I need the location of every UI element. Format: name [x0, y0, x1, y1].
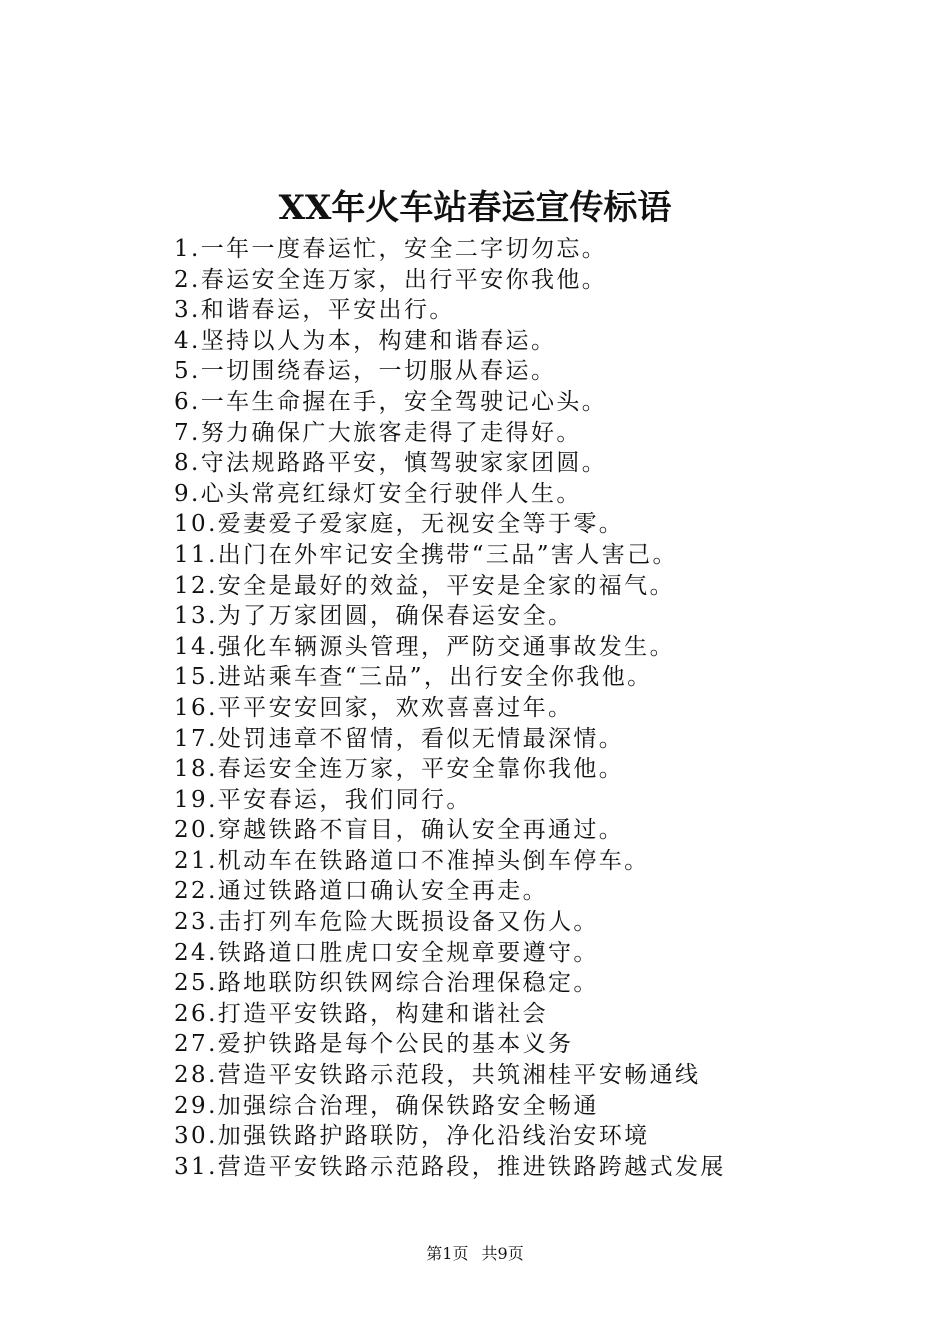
slogan-item: 23.击打列车危险大既损设备又伤人。	[174, 909, 599, 936]
slogan-item: 7.努力确保广大旅客走得了走得好。	[174, 419, 582, 446]
slogan-item: 29.加强综合治理，确保铁路安全畅通	[174, 1092, 599, 1119]
slogan-item: 16.平平安安回家，欢欢喜喜过年。	[174, 694, 574, 721]
slogan-item: 3.和谐春运，平安出行。	[174, 297, 455, 324]
slogan-item: 19.平安春运，我们同行。	[174, 786, 472, 813]
slogan-item: 14.强化车辆源头管理，严防交通事故发生。	[174, 633, 675, 660]
slogan-item: 25.路地联防织铁网综合治理保稳定。	[174, 970, 599, 997]
slogan-item: 6.一车生命握在手，安全驾驶记心头。	[174, 388, 608, 415]
page-footer	[0, 1243, 950, 1265]
slogan-item: 17.处罚违章不留情，看似无情最深情。	[174, 725, 625, 752]
page-number: 第1页	[426, 1244, 469, 1263]
slogan-item: 9.心头常亮红绿灯安全行驶伴人生。	[174, 480, 582, 507]
slogan-item: 13.为了万家团圆，确保春运安全。	[174, 603, 574, 630]
slogan-item: 18.春运安全连万家，平安全靠你我他。	[174, 756, 625, 783]
slogan-item: 26.打造平安铁路，构建和谐社会	[174, 1000, 548, 1027]
slogan-item: 12.安全是最好的效益，平安是全家的福气。	[174, 572, 675, 599]
slogan-item: 5.一切围绕春运，一切服从春运。	[174, 358, 557, 385]
slogan-item: 21.机动车在铁路道口不准掉头倒车停车。	[174, 847, 650, 874]
slogan-item: 11.出门在外牢记安全携带“三品”害人害己。	[174, 541, 678, 568]
slogan-item: 30.加强铁路护路联防，净化沿线治安环境	[174, 1123, 650, 1150]
page-total: 共9页	[481, 1244, 524, 1263]
slogan-item: 24.铁路道口胜虎口安全规章要遵守。	[174, 939, 599, 966]
slogan-item: 20.穿越铁路不盲目，确认安全再通过。	[174, 817, 625, 844]
slogan-item: 2.春运安全连万家，出行平安你我他。	[174, 266, 608, 293]
slogan-item: 1.一年一度春运忙，安全二字切勿忘。	[174, 236, 608, 262]
slogan-item: 22.通过铁路道口确认安全再走。	[174, 878, 548, 905]
slogan-item: 31.营造平安铁路示范路段，推进铁路跨越式发展	[174, 1153, 726, 1180]
slogan-item: 10.爱妻爱子爱家庭，无视安全等于零。	[174, 511, 625, 538]
page-title: XX年火车站春运宣传标语	[278, 188, 672, 228]
slogan-item: 28.营造平安铁路示范段，共筑湘桂平安畅通线	[174, 1062, 701, 1089]
slogan-list	[174, 234, 894, 1182]
slogan-item: 8.守法规路路平安，慎驾驶家家团圆。	[174, 450, 608, 477]
slogan-item: 4.坚持以人为本，构建和谐春运。	[174, 327, 557, 354]
slogan-item: 27.爱护铁路是每个公民的基本义务	[174, 1031, 574, 1058]
slogan-item: 15.进站乘车查“三品”，出行安全你我他。	[174, 664, 653, 691]
